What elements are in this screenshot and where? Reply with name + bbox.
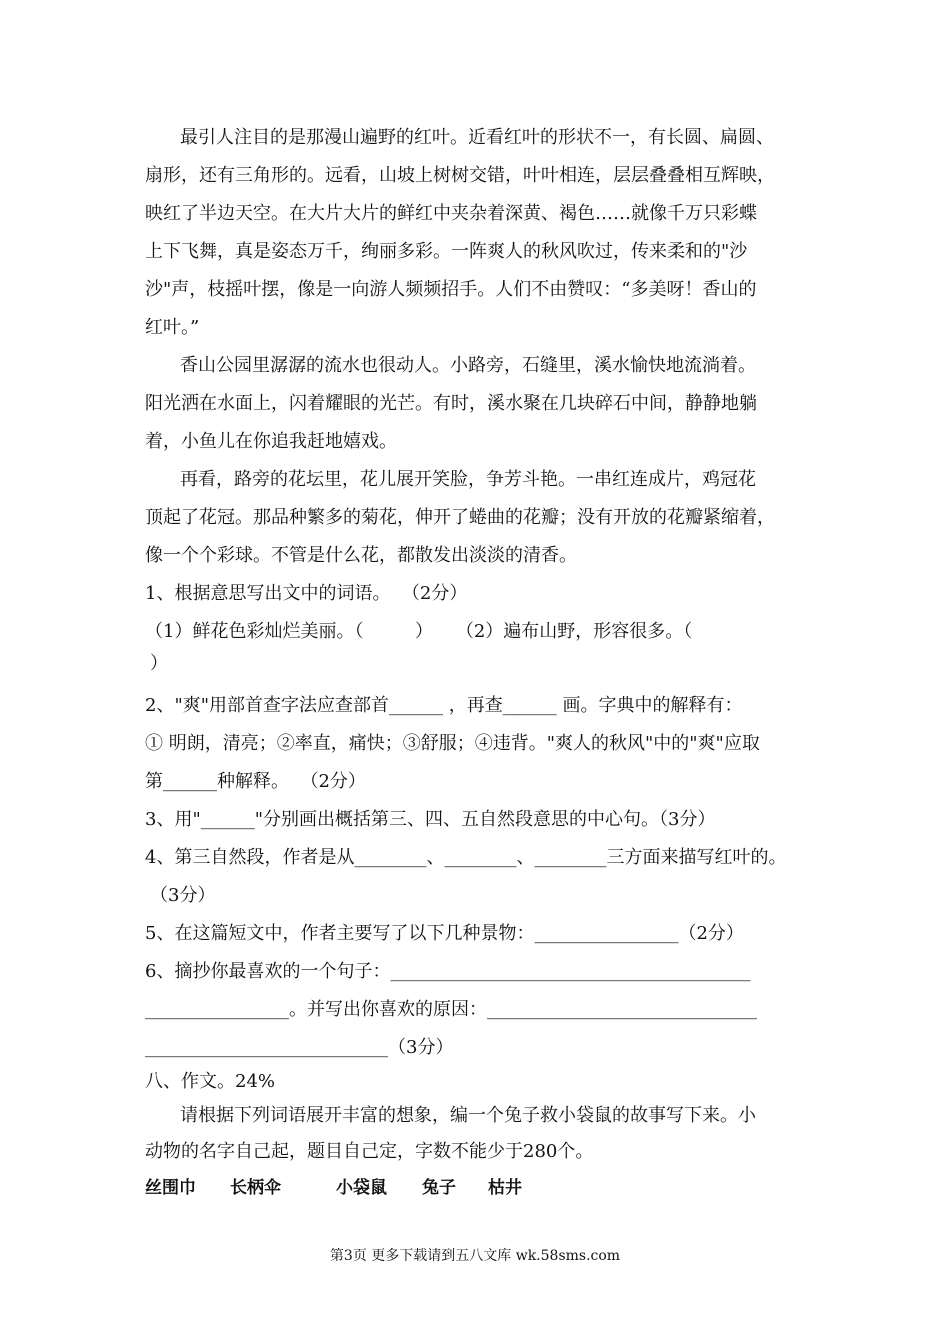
question-2-line-1: 2、"爽"用部首查字法应查部首______ ，再查______ 画。字典中的解释有：: [145, 695, 743, 716]
passage-p3-line-3: 像一个个彩球。不管是什么花，都散发出淡淡的清香。: [145, 545, 577, 566]
question-2-line-3: 第______种解释。 （2分）: [145, 771, 366, 792]
passage-p1-line-2: 扇形，还有三角形的。远看，山坡上树树交错，叶叶相连，层层叠叠相互辉映，: [145, 165, 775, 186]
question-2-line-2: ① 明朗，清亮；②率直，痛快；③舒服；④违背。"爽人的秋风"中的"爽"应取: [145, 733, 760, 754]
composition-word-5: 枯井: [488, 1178, 522, 1198]
page-footer: 第3页 更多下载请到五八文库 wk.58sms.com: [329, 1248, 621, 1264]
composition-word-4: 兔子: [422, 1178, 456, 1198]
question-6-line-3: ___________________________（3分）: [145, 1037, 454, 1058]
passage-p1-line-1: 最引人注目的是那漫山遍野的红叶。近看红叶的形状不一，有长圆、扁圆、: [180, 127, 774, 148]
question-6-line-2: ________________。并写出你喜欢的原因：______________________________: [145, 999, 757, 1020]
composition-prompt-line-2: 动物的名字自己起，题目自己定，字数不能少于280个。: [145, 1141, 594, 1162]
question-1: 1、根据意思写出文中的词语。 （2分）: [145, 583, 468, 604]
question-4-line-1: 4、第三自然段，作者是从________、________、________三方面来描写红叶的。: [145, 847, 787, 868]
composition-prompt-line-1: 请根据下列词语展开丰富的想象，编一个兔子救小袋鼠的故事写下来。小: [180, 1105, 756, 1126]
question-3: 3、用"______"分别画出概括第三、四、五自然段意思的中心句。（3分）: [145, 809, 716, 830]
composition-heading: 八、作文。24%: [145, 1071, 276, 1092]
question-1-items-cont: ）: [150, 653, 168, 674]
passage-p1-line-4: 上下飞舞，真是姿态万千，绚丽多彩。一阵爽人的秋风吹过，传来柔和的"沙: [145, 241, 748, 262]
passage-p3-line-2: 顶起了花冠。那品种繁多的菊花，伸开了蜷曲的花瓣；没有开放的花瓣紧缩着，: [145, 507, 775, 528]
composition-word-1: 丝围巾: [145, 1178, 196, 1198]
passage-p2-line-1: 香山公园里潺潺的流水也很动人。小路旁，石缝里，溪水愉快地流淌着。: [180, 355, 756, 376]
passage-p1-line-3: 映红了半边天空。在大片大片的鲜红中夹杂着深黄、褐色……就像千万只彩蝶: [145, 203, 757, 224]
composition-word-3: 小袋鼠: [336, 1178, 387, 1198]
question-1-items: （1）鲜花色彩灿烂美丽。（ ） （2）遍布山野，形容很多。（: [145, 621, 693, 642]
question-4-line-2: （3分）: [150, 885, 216, 906]
passage-p1-line-6: 红叶。”: [145, 317, 200, 338]
question-5: 5、在这篇短文中，作者主要写了以下几种景物：________________（2分）: [145, 923, 744, 944]
passage-p2-line-2: 阳光洒在水面上，闪着耀眼的光芒。有时，溪水聚在几块碎石中间，静静地躺: [145, 393, 757, 414]
question-6-line-1: 6、摘抄你最喜欢的一个句子：________________________________________: [145, 961, 751, 982]
passage-p1-line-5: 沙"声，枝摇叶摆，像是一向游人频频招手。人们不由赞叹：“多美呀！香山的: [145, 279, 757, 300]
passage-p2-line-3: 着，小鱼儿在你追我赶地嬉戏。: [145, 431, 397, 452]
passage-p3-line-1: 再看，路旁的花坛里，花儿展开笑脸，争芳斗艳。一串红连成片，鸡冠花: [180, 469, 756, 490]
composition-word-2: 长柄伞: [230, 1178, 281, 1198]
